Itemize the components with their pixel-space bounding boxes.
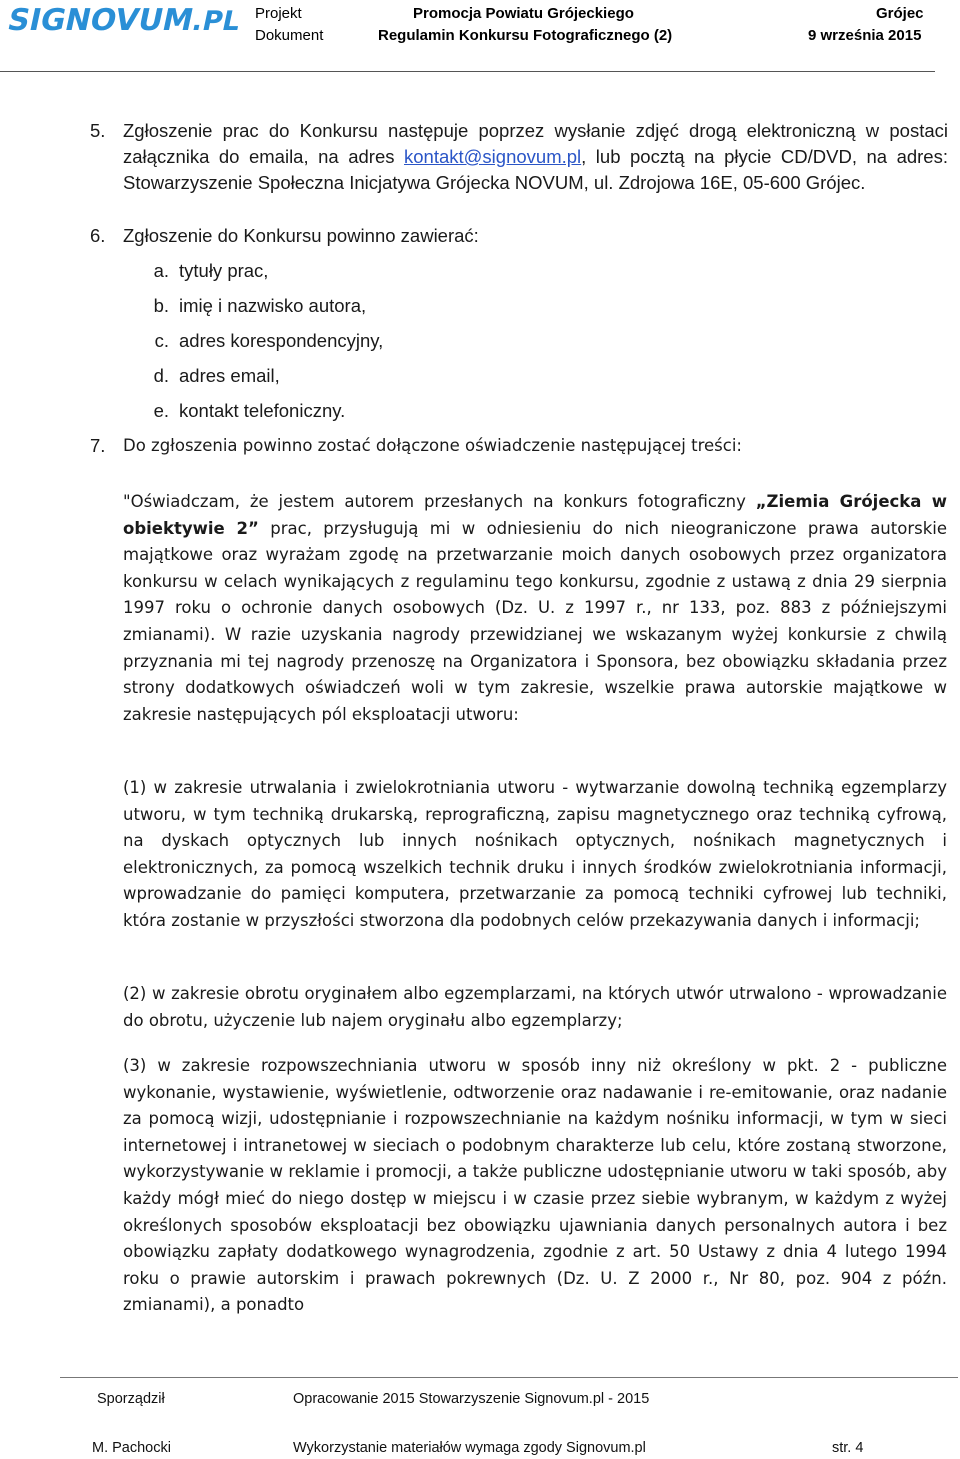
signovum-logo: SIGNOVUM.PL bbox=[4, 3, 244, 38]
project-value: Promocja Powiatu Grójeckiego bbox=[413, 5, 634, 22]
email-link[interactable]: kontakt@signovum.pl bbox=[404, 146, 582, 167]
footer-divider bbox=[60, 1377, 958, 1378]
declaration-paragraph-2: (1) w zakresie utrwalania i zwielokrotniania utworu - wytwarzanie dowolną techniką egzemplarzy utworu, w tym techniką drukarską, reprograficzną, zapisu magnetycznego oraz techniką cyfrową, na dyskach optycznych lub innych nośnikach optycznych, nośnikach magnetycznych i elektronicznych, za pomocą wszelkich technik druku i innych środków zwielokrotniania informacji, wprowadzanie do pamięci komputera, przetwarzanie za pomocą techniki cyfrowej lub techniki, która zostanie w przyszłości stworzona dla podobnych celów przekazywania danych i informacji; bbox=[123, 778, 947, 930]
contest-title: „Ziemia Grójecka w obiektywie 2” bbox=[123, 492, 947, 538]
city: Grójec bbox=[876, 5, 924, 22]
document-value: Regulamin Konkursu Fotograficznego (2) bbox=[378, 27, 673, 44]
footer-prepared-label: Sporządził bbox=[97, 1391, 165, 1407]
header-divider bbox=[0, 71, 935, 72]
footer-prepared-value: Opracowanie 2015 Stowarzyszenie Signovum.pl - 2015 bbox=[293, 1391, 650, 1407]
declaration-paragraph-4: (3) w zakresie rozpowszechniania utworu w sposób inny niż określony w pkt. 2 - publiczne wykonanie, wystawienie, wyświetlenie, odtworzenie oraz nadawanie i re-emitowanie, oraz nadanie za pomocą wizji, udostępnianie i rozpowszechnianie na każdym nośniku informacji, w tym w sieci internetowej i intranetowej w sieciach o podobnym charakterze lub celu, które zostaną stworzone, wykorzystywanie w reklamie i promocji, a także publiczne udostępnianie utworu w taki sposób, aby każdy mógł mieć do niego dostęp w miejscu i w czasie przez siebie wybranym, w każdym z wyżej określonych sposobów eksploatacji bez obowiązku ujawniania danych personalnych autora i bez obowiązku zapłaty dodatkowego wynagrodzenia, zgodnie z art. 50 Ustawy z dnia 4 lutego 1994 roku o prawie autorskim i prawach pokrewnych (Dz. U. Z 2000 r., Nr 80, poz. 904 z późn. zmianami), a ponadto bbox=[123, 1056, 947, 1315]
project-label: Projekt bbox=[255, 5, 302, 22]
item-text: Zgłoszenie do Konkursu powinno zawierać: bbox=[123, 225, 479, 246]
footer-notice: Wykorzystanie materiałów wymaga zgody Signovum.pl bbox=[293, 1440, 646, 1456]
document-label: Dokument bbox=[255, 27, 324, 44]
page-header bbox=[0, 0, 960, 70]
item-number: 5. bbox=[90, 120, 106, 141]
declaration-paragraph-3: (2) w zakresie obrotu oryginałem albo egzemplarzami, na których utwór utrwalono - wprowadzanie do obrotu, użyczenie lub najem oryginału albo egzemplarzy; bbox=[123, 984, 947, 1030]
item-text: Do zgłoszenia powinno zostać dołączone oświadczenie następującej treści: bbox=[123, 436, 742, 455]
item-number: 6. bbox=[90, 225, 106, 246]
item-number: 7. bbox=[90, 435, 106, 456]
page-number: str. 4 bbox=[832, 1440, 864, 1456]
declaration-paragraph-1: "Oświadczam, że jestem autorem przesłanych na konkurs fotograficzny „Ziemia Grójecka w obiektywie 2” prac, przysługują mi w odniesieniu do nich nieograniczone prawa autorskie majątkowe oraz wyrażam zgodę na przetwarzanie moich danych osobowych przez organizatora konkursu w celach wynikających z regulaminu tego konkursu, zgodnie z ustawą z dnia 29 sierpnia 1997 roku o ochronie danych osobowych (Dz. U. z 1997 r., nr 133, poz. 883 z późniejszymi zmianami). W razie uzyskania nagrody przewidzianej we wskazanym wyżej konkursie z chwilą przyznania mi tej nagrody przenoszę na Organizatora i Sponsora, bez obowiązku składania przez strony dodatkowych oświadczeń woli w tym zakresie, wszelkie prawa autorskie majątkowe w zakresie następujących pól eksploatacji utworu: bbox=[123, 492, 947, 724]
item-text: Zgłoszenie prac do Konkursu następuje poprzez wysłanie zdjęć drogą elektroniczną w postaci załącznika do emaila, na adres kontakt@signovum.pl, lub pocztą na płycie CD/DVD, na adres: Stowarzyszenie Społeczna Inicjatywa Grójecka NOVUM, ul. Zdrojowa 16E, 05-600 Grójec. bbox=[123, 120, 948, 193]
document-date: 9 września 2015 bbox=[808, 27, 922, 44]
footer-author: M. Pachocki bbox=[92, 1440, 171, 1456]
